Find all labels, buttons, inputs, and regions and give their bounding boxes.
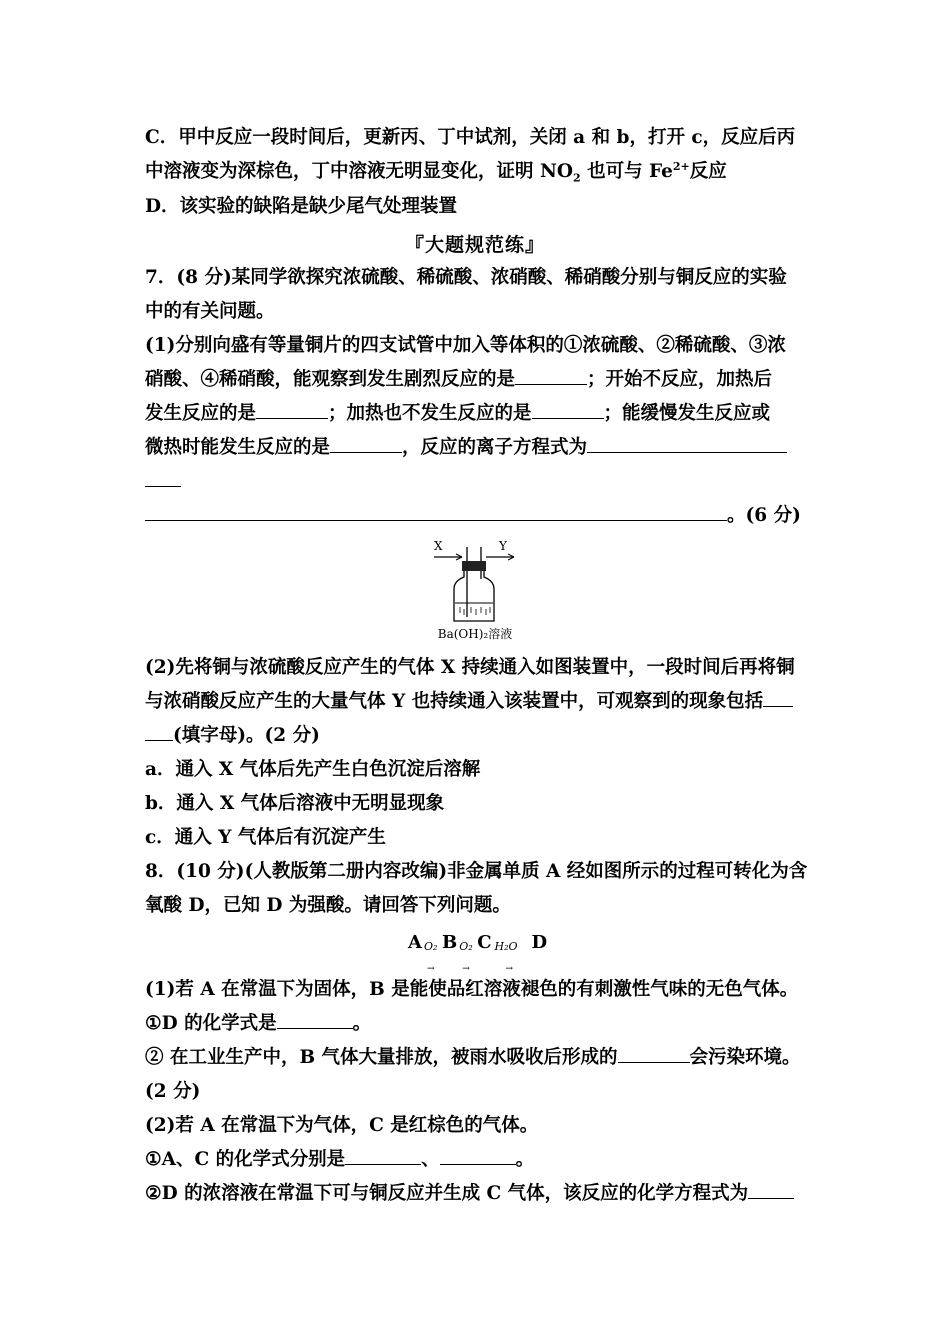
q8-stem-line1: 8．(10 分)(人教版第二册内容改编)非金属单质 A 经如图所示的过程可转化为含 — [145, 861, 808, 882]
answer-blank[interactable] — [277, 1012, 353, 1029]
bottle-diagram — [420, 537, 530, 627]
option-c-line1: C．甲中反应一段时间后，更新丙、丁中试剂，关闭 a 和 b，打开 c，反应后丙 — [145, 127, 796, 148]
q8-p2-line1: (2)若 A 在常温下为气体，C 是红棕色的气体。 — [145, 1115, 539, 1136]
q7-p2-line3: (填字母)。(2 分) — [145, 724, 817, 748]
label-y: Y — [499, 539, 507, 553]
q7-option-b: b．通入 X 气体后溶液中无明显现象 — [145, 793, 445, 814]
answer-blank[interactable] — [256, 402, 328, 419]
q7-p1-line1: (1)分别向盛有等量铜片的四支试管中加入等体积的①浓硫酸、②稀硫酸、③浓 — [145, 335, 786, 356]
section-title: 『大题规范练』 — [404, 234, 545, 256]
q8-p1-line1: (1)若 A 在常温下为固体，B 是能使品红溶液褪色的有刺激性气味的无色气体。 — [145, 979, 799, 1000]
q8-p1-q2: ② 在工业生产中，B 气体大量排放，被雨水吸收后形成的 会污染环境。 — [145, 1047, 801, 1068]
q7-p1-line6: 。(6 分) — [145, 504, 817, 528]
species-d: D — [531, 932, 548, 953]
answer-blank[interactable] — [532, 402, 604, 419]
answer-blank[interactable] — [440, 1148, 516, 1165]
figure-caption: Ba(OH)₂溶液 — [437, 627, 513, 641]
option-c-line2: 中溶液变为深棕色，丁中溶液无明显变化，证明 $NO_2$ 也可与 $Fe^{2+}$反应 — [145, 159, 727, 185]
species-b: B — [441, 932, 458, 953]
q7-p1-line5 — [145, 470, 817, 494]
q7-p1-line4: 微热时能发生反应的是 ，反应的离子方程式为 — [145, 436, 817, 460]
answer-blank[interactable] — [330, 436, 402, 453]
q8-p1-q1: ①D 的化学式是 。 — [145, 1013, 372, 1034]
q7-p2-line1: (2)先将铜与浓硫酸反应产生的气体 X 持续通入如图装置中，一段时间后再将铜 — [145, 657, 795, 678]
q7-option-c: c．通入 Y 气体后有沉淀产生 — [145, 827, 386, 848]
q8-stem-line2: 氧酸 D，已知 D 为强酸。请回答下列问题。 — [145, 895, 511, 916]
answer-blank[interactable] — [145, 504, 727, 521]
answer-blank[interactable] — [145, 724, 173, 741]
q7-stem-line1: 7．(8 分)某同学欲探究浓硫酸、稀硫酸、浓硝酸、稀硝酸分别与铜反应的实验 — [145, 267, 787, 288]
q7-p1-line3: 发生反应的是 ；加热也不发生反应的是 ；能缓慢发生反应或 — [145, 403, 771, 424]
gas-washing-bottle-figure — [420, 537, 530, 647]
label-x: X — [434, 539, 443, 553]
species-c: C — [477, 932, 492, 953]
option-d: D．该实验的缺陷是缺少尾气处理装置 — [145, 196, 458, 217]
q7-option-a: a．通入 X 气体后先产生白色沉淀后溶解 — [145, 759, 481, 780]
answer-blank[interactable] — [618, 1046, 690, 1063]
q8-p1-q2-score: (2 分) — [145, 1081, 201, 1102]
q8-p2-q1: ①A、C 的化学式分别是 、 。 — [145, 1149, 535, 1170]
answer-blank[interactable] — [748, 1182, 794, 1199]
answer-blank[interactable] — [145, 470, 181, 487]
answer-blank[interactable] — [587, 436, 787, 453]
answer-blank[interactable] — [763, 690, 793, 707]
q7-stem-line2: 中的有关问题。 — [145, 301, 275, 322]
species-a: A — [408, 932, 422, 953]
answer-blank[interactable] — [515, 368, 587, 385]
q7-p2-line2: 与浓硝酸反应产生的大量气体 Y 也持续通入该装置中，可观察到的现象包括 — [145, 690, 817, 714]
q7-p1-line2: 硝酸、④稀硝酸，能观察到发生剧烈反应的是 ；开始不反应，加热后 — [145, 369, 773, 390]
answer-blank[interactable] — [345, 1148, 421, 1165]
conversion-scheme: A O₂ → B O₂ → C H₂O → D — [408, 932, 548, 974]
q8-p2-q2: ②D 的浓溶液在常温下可与铜反应并生成 C 气体，该反应的化学方程式为 — [145, 1182, 817, 1206]
